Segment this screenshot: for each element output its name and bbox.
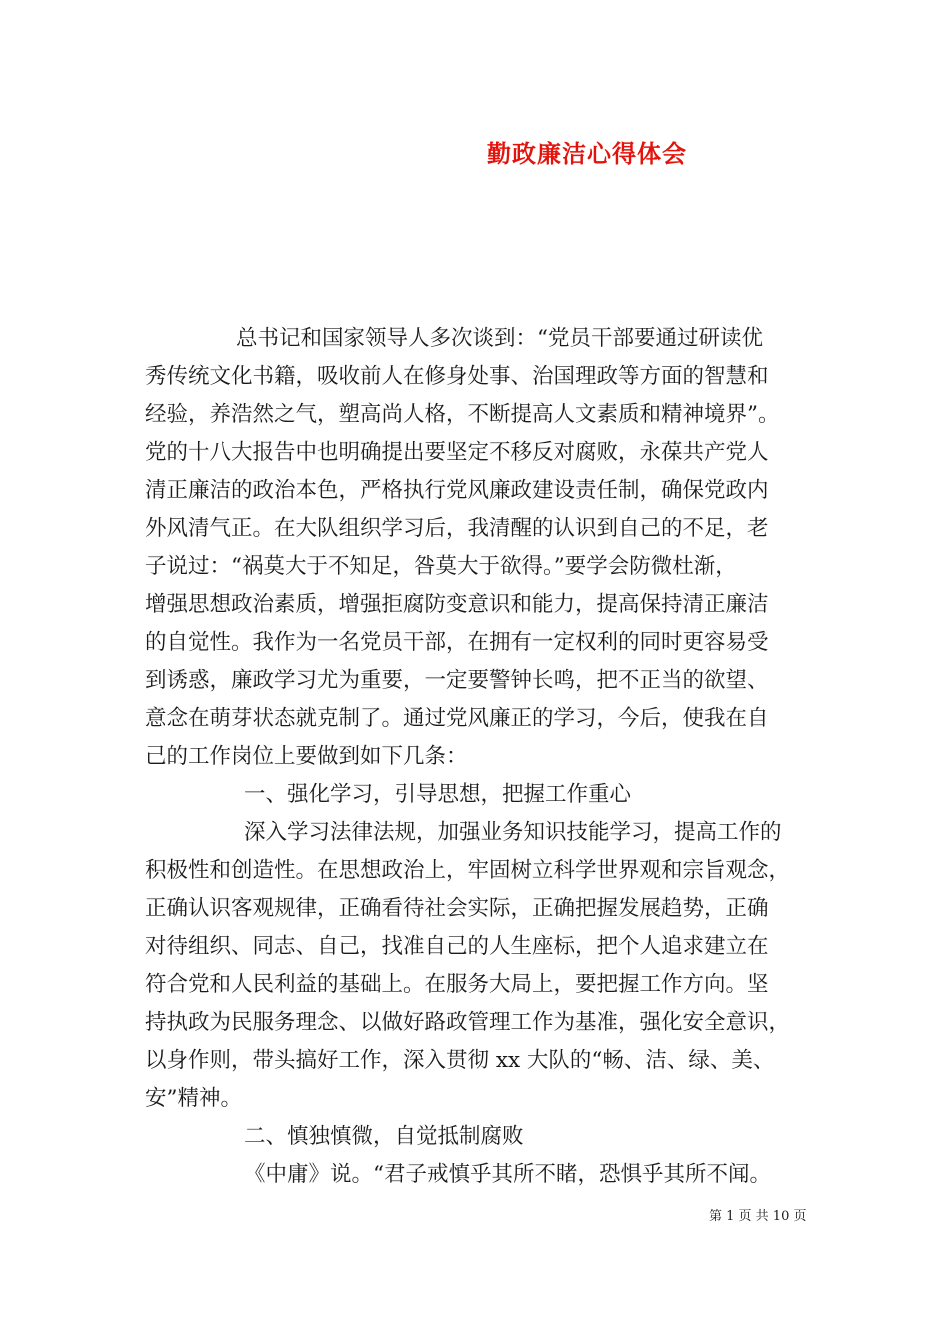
paragraph-line: 增强思想政治素质，增强拒腐防变意识和能力，提高保持清正廉洁	[145, 592, 769, 617]
document-title: 勤政廉洁心得体会	[487, 139, 687, 168]
paragraph-line: 《中庸》说。“君子戒慎乎其所不睹，恐惧乎其所不闻。	[244, 1162, 771, 1187]
paragraph-line: 积极性和创造性。在思想政治上，牢固树立科学世界观和宗旨观念，	[145, 858, 791, 883]
paragraph-line: 以身作则，带头搞好工作，深入贯彻 xx 大队的“畅、洁、绿、美、	[145, 1048, 775, 1073]
paragraph-line: 深入学习法律法规，加强业务知识技能学习，提高工作的	[244, 820, 782, 845]
paragraph-line: 总书记和国家领导人多次谈到：“党员干部要通过研读优	[236, 326, 763, 351]
paragraph-line: 子说过：“祸莫大于不知足，咎莫大于欲得。”要学会防微杜渐，	[145, 554, 737, 579]
paragraph-line: 持执政为民服务理念、以做好路政管理工作为基准，强化安全意识，	[145, 1010, 791, 1035]
paragraph-line: 的自觉性。我作为一名党员干部，在拥有一定权利的同时更容易受	[145, 630, 769, 655]
paragraph-line: 经验，养浩然之气，塑高尚人格，不断提高人文素质和精神境界”。	[145, 402, 780, 427]
paragraph-line: 安”精神。	[145, 1086, 242, 1111]
paragraph-line: 意念在萌芽状态就克制了。通过党风廉正的学习，今后，使我在自	[145, 706, 769, 731]
paragraph-line: 到诱惑，廉政学习尤为重要，一定要警钟长鸣，把不正当的欲望、	[145, 668, 769, 693]
paragraph-line: 对待组织、同志、自己，找准自己的人生座标，把个人追求建立在	[145, 934, 769, 959]
paragraph-line: 外风清气正。在大队组织学习后，我清醒的认识到自己的不足，老	[145, 516, 769, 541]
section-heading-1: 一、强化学习，引导思想，把握工作重心	[244, 782, 632, 807]
paragraph-line: 清正廉洁的政治本色，严格执行党风廉政建设责任制，确保党政内	[145, 478, 769, 503]
paragraph-line: 符合党和人民利益的基础上。在服务大局上，要把握工作方向。坚	[145, 972, 769, 997]
paragraph-line: 己的工作岗位上要做到如下几条：	[145, 744, 468, 769]
paragraph-line: 党的十八大报告中也明确提出要坚定不移反对腐败，永葆共产党人	[145, 440, 769, 465]
page-footer: 第 1 页 共 10 页	[709, 1209, 807, 1224]
section-heading-2: 二、慎独慎微，自觉抵制腐败	[244, 1124, 524, 1149]
paragraph-line: 正确认识客观规律，正确看待社会实际，正确把握发展趋势，正确	[145, 896, 769, 921]
paragraph-line: 秀传统文化书籍，吸收前人在修身处事、治国理政等方面的智慧和	[145, 364, 769, 389]
